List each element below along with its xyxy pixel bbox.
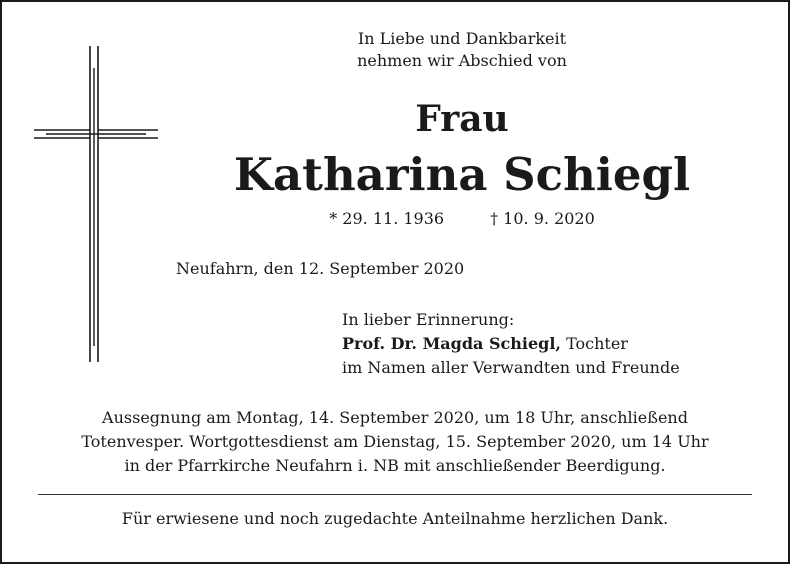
service-details	[2, 406, 788, 478]
service-line: in der Pfarrkirche Neufahrn i. NB mit anschließender Beerdigung.	[124, 456, 666, 475]
mourner-line	[342, 332, 680, 356]
mourner-relation: Tochter	[560, 334, 628, 353]
memory-heading: In lieber Erinnerung:	[342, 310, 515, 329]
salutation: Frau	[415, 98, 509, 140]
divider	[38, 494, 752, 495]
thanks-line: Für erwiesene und noch zugedachte Anteilnahme herzlichen Dank.	[121, 509, 669, 528]
service-line: Totenvesper. Wortgottesdienst am Dienstag, 15. September 2020, um 14 Uhr	[81, 432, 709, 451]
death-date: † 10. 9. 2020	[490, 209, 595, 228]
birth-date: * 29. 11. 1936	[329, 209, 445, 228]
intro-line: nehmen wir Abschied von	[357, 51, 567, 70]
life-dates	[302, 208, 622, 230]
memory-block	[342, 308, 680, 380]
deceased-name: Katharina Schiegl	[233, 148, 691, 201]
place-date: Neufahrn, den 12. September 2020	[176, 259, 465, 278]
mourner-others: im Namen aller Verwandten und Freunde	[342, 358, 680, 377]
service-line: Aussegnung am Montag, 14. September 2020, um 18 Uhr, anschließend	[102, 408, 688, 427]
intro-line: In Liebe und Dankbarkeit	[357, 29, 567, 48]
intro-text	[302, 28, 622, 72]
mourner-name: Prof. Dr. Magda Schiegl,	[342, 334, 561, 353]
cross-icon	[34, 46, 158, 362]
